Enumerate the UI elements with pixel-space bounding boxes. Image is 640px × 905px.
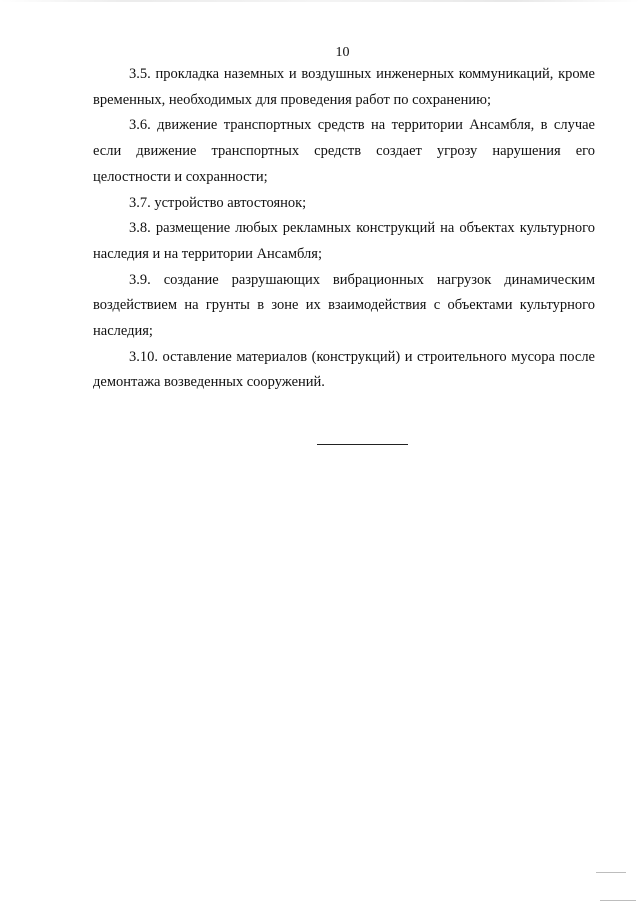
scan-artifact — [596, 872, 626, 873]
paragraph-3-5: 3.5. прокладка наземных и воздушных инженерных коммуникаций, кроме временных, необходимых для проведения работ по сохранению; — [93, 66, 595, 108]
paragraph-3-8: 3.8. размещение любых рекламных конструкций на объектах культурного наследия и на территории Ансамбля; — [93, 220, 595, 262]
paragraph-3-7: 3.7. устройство автостоянок; — [129, 194, 307, 211]
paragraph-3-6: 3.6. движение транспортных средств на территории Ансамбля, в случае если движение транспортных средств создает угрозу нарушения его целостности и сохранности; — [93, 117, 595, 185]
page-number: 10 — [335, 45, 350, 60]
end-divider-line — [317, 444, 408, 445]
document-body — [93, 62, 595, 396]
paragraph-3-9: 3.9. создание разрушающих вибрационных нагрузок динамическим воздействием на грунты в зоне их взаимодействия с объектами культурного наследия; — [93, 271, 595, 340]
scan-edge — [0, 0, 640, 2]
paragraph-3-10: 3.10. оставление материалов (конструкций) и строительного мусора после демонтажа возведенных сооружений. — [93, 348, 595, 391]
scan-artifact — [600, 900, 636, 901]
